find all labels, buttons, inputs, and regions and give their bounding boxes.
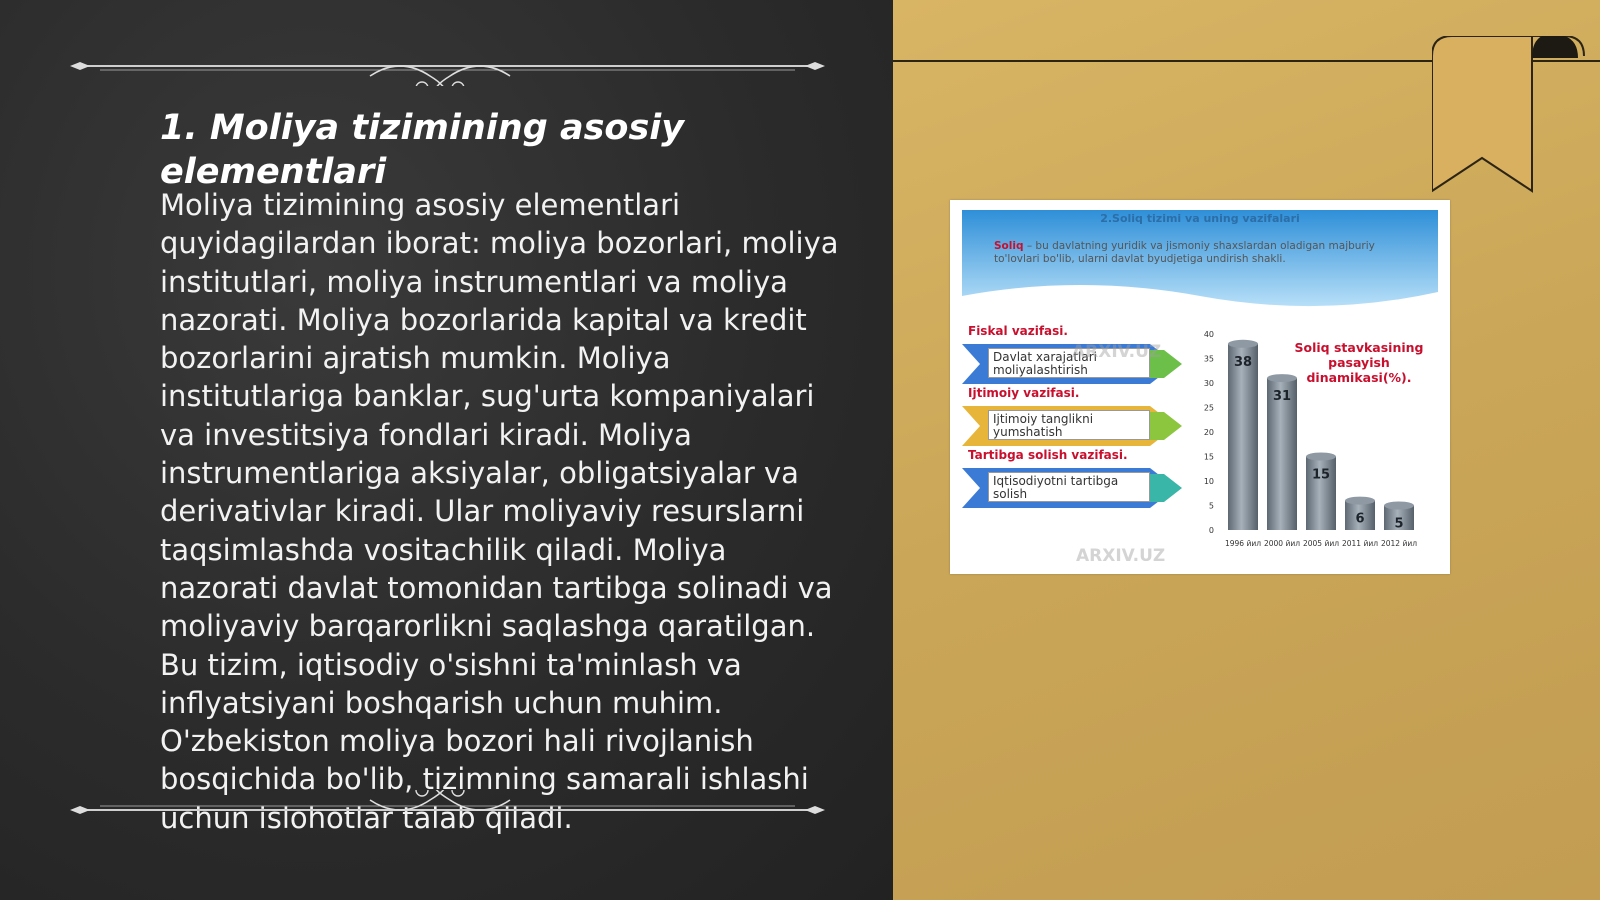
x-tick-label: 2000 йил xyxy=(1263,539,1301,548)
definition-keyword: Soliq xyxy=(994,240,1024,252)
definition-text: – bu davlatning yuridik va jismoniy shaxslardan oladigan majburiy to'lovlari bo'lib, ularni davlat byudjetiga undirish shakli. xyxy=(994,240,1375,265)
y-tick-label: 40 xyxy=(1203,330,1214,339)
bar-value-label: 31 xyxy=(1272,389,1292,405)
chart-title: Soliq stavkasining pasayish dinamikasi(%). xyxy=(1294,340,1424,385)
slide-body-text: Moliya tizimining asosiy elementlari quyidagilardan iborat: moliya bozorlari, moliya institutlari, moliya instrumentlari va moliya nazorati. Moliya bozorlarida kapital va kredit bozorlarini ajratish mumkin. Moliya institutlariga banklar, sug'urta kompaniyalari va investitsiya fondlari kiradi. Moliya instrumentlariga aksiyalar, obligatsiyalar va derivativlar kiradi. Ular moliyaviy resurslarni taqsimlashda vositachilik qiladi. Moliya nazorati davlat tomonidan tartibga solinadi va moliyaviy barqarorlikni saqlashga qaratilgan. Bu tizim, iqtisodiy o'sishni ta'minlash va inflyatsiyani boshqarish uchun muhim. O'zbekiston moliya bozori hali rivojlanish bosqichida bo'lib, tizimning samarali ishlashi uchun islohotlar talab qiladi. xyxy=(160,188,839,835)
function-title-social: Ijtimoiy vazifasi. xyxy=(968,386,1080,400)
chart-y-axis xyxy=(1204,330,1214,535)
function-title-fiscal: Fiskal vazifasi. xyxy=(968,324,1068,338)
y-tick-label: 15 xyxy=(1203,452,1214,462)
infographic-definition xyxy=(994,240,1414,266)
y-tick-label: 35 xyxy=(1203,354,1214,364)
bar-value-label: 6 xyxy=(1355,511,1365,527)
bar-value-label: 38 xyxy=(1233,354,1253,370)
function-label-fiscal: Davlat xarajatlari moliyalashtirish xyxy=(988,348,1150,378)
y-tick-label: 30 xyxy=(1203,379,1214,388)
y-tick-label: 10 xyxy=(1203,477,1214,486)
top-ornament-divider xyxy=(70,46,825,86)
chart-x-labels xyxy=(1225,539,1417,548)
x-tick-label: 1996 йил xyxy=(1224,539,1262,548)
y-tick-label: 5 xyxy=(1208,501,1214,511)
x-tick-label: 2012 йил xyxy=(1380,539,1418,548)
bar-value-label: 5 xyxy=(1394,516,1404,532)
y-tick-label: 20 xyxy=(1203,428,1214,437)
slide-title: 1. Moliya tizimining asosiy elementlari xyxy=(160,108,685,192)
y-tick-label: 0 xyxy=(1208,526,1214,535)
x-tick-label: 2011 йил xyxy=(1341,539,1379,548)
x-tick-label: 2005 йил xyxy=(1302,539,1340,548)
function-label-regulatory: Iqtisodiyotni tartibga solish xyxy=(988,472,1150,502)
watermark-text: ARXIV.UZ xyxy=(1076,546,1166,566)
bookmark-ribbon-icon xyxy=(1432,36,1600,200)
watermark-text: ARXIV.UZ xyxy=(1072,342,1162,362)
function-label-social: Ijtimoiy tanglikni yumshatish xyxy=(988,410,1150,440)
bar xyxy=(1306,453,1336,531)
bar-value-label: 15 xyxy=(1311,467,1331,483)
infographic-heading: 2.Soliq tizimi va uning vazifalari xyxy=(1100,212,1300,225)
function-title-regulatory: Tartibga solish vazifasi. xyxy=(968,448,1128,462)
y-tick-label: 25 xyxy=(1203,403,1214,413)
tax-infographic xyxy=(950,200,1450,574)
bottom-ornament-divider xyxy=(70,790,825,830)
